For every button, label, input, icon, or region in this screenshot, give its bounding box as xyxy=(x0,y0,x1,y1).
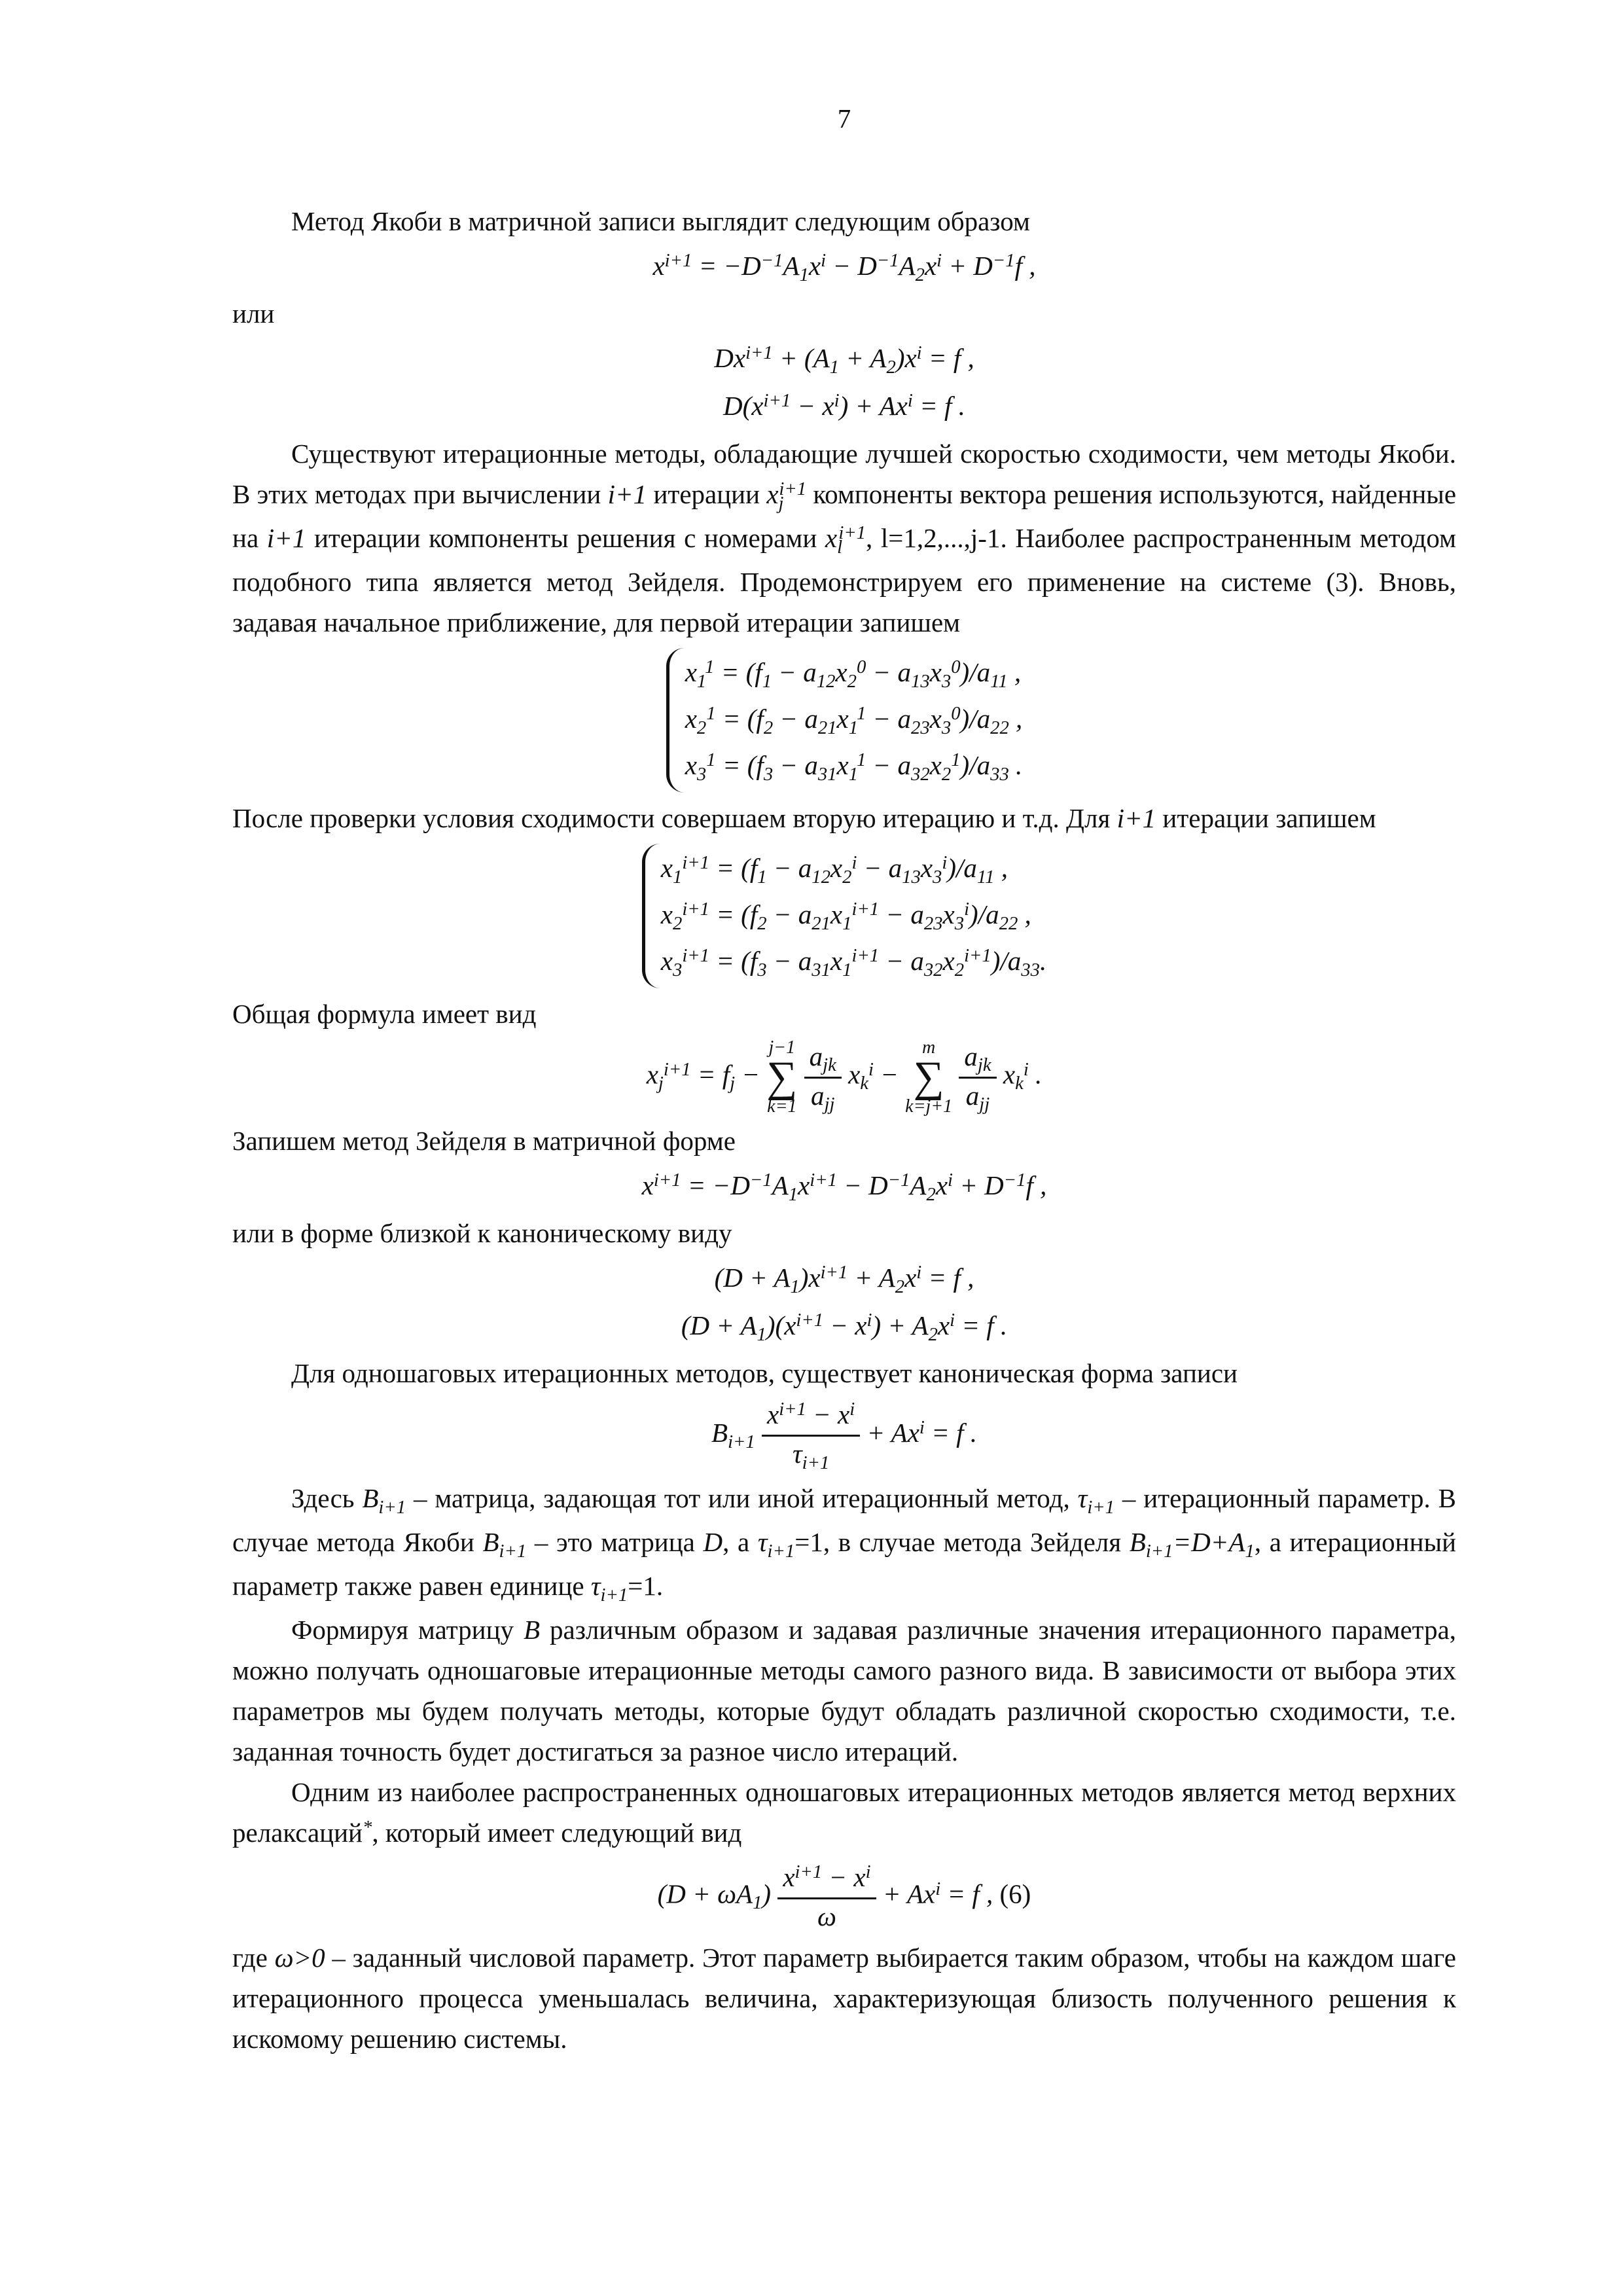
equation-number: (6) xyxy=(999,1878,1031,1909)
formula-seidel-first-iteration: $x_1^1 = (f_1 - a_{12}x_2^0 - a_{13}x_3^0)/a_{11}$ , $x_2^1 = (f_2 - a_{21}x_1^1 - a_{23}x_3^0)/a_{22}$ , $x_3^1 = (f_3 - a_{31}x_1^1 - a_{32}x_2^1)/a_{33}$ . xyxy=(666,648,1023,793)
formula-seidel-general-iteration: $x_1^{i+1} = (f_1 - a_{12}x_2^i - a_{13}x_3^i)/a_{11}$ , $x_2^{i+1} = (f_2 - a_{21}x_1^{i+1} - a_{23}x_3^i)/a_{22}$ , $x_3^{i+1} = (f_3 - a_{31}x_1^{i+1} - a_{32}x_2^{i+1})/a_{33}$. xyxy=(642,844,1046,988)
paragraph-general-formula: Общая формула имеет вид xyxy=(232,999,537,1029)
formula-jacobi-form-2: $Dx^{i+1} + (A_1 + A_2)x^i = f$ , xyxy=(714,342,974,378)
formula-jacobi-form-3: $D(x^{i+1} - x^i) + Ax^i = f$ . xyxy=(723,390,965,421)
formula-seidel-canonical-1: $(D + A_1)x^{i+1} + A_2x^i = f$ , xyxy=(714,1262,974,1297)
paragraph-seidel-matrix: Запишем метод Зейделя в матричной форме xyxy=(232,1126,736,1156)
paragraph-relaxation: Одним из наиболее распространенных одношаговых итерационных методов является метод верхних релаксаций*, который имеет следующий вид xyxy=(232,1777,1456,1848)
paragraph-second-iteration: После проверки условия сходимости совершаем вторую итерацию и т.д. Для i+1 итерации запишем xyxy=(232,803,1376,833)
paragraph-jacobi-matrix: Метод Якоби в матричной записи выглядит следующим образом xyxy=(291,206,1030,236)
formula-canonical-form: $B_{i+1}$ $\frac{x^{i+1} - x^i}{\tau_{i+1}}$ + $Ax^i = f$ . xyxy=(232,1397,1456,1474)
formula-seidel-sum: $x_j^{i+1} = f_j$ − j−1 ∑ k=1 $\frac{a_{jk}}{a_{jj}}$ $x_k^i$ − m ∑ k=j+1 $\frac{a_{jk}}{a_{jj}}$ $x_k^i$ . xyxy=(646,1037,1043,1117)
page-number: 7 xyxy=(837,103,851,134)
paragraph-canonical-near: или в форме близкой к каноническому виду xyxy=(232,1218,732,1248)
formula-seidel-canonical-2: $(D + A_1)(x^{i+1} - x^i) + A_2x^i = f$ . xyxy=(681,1310,1008,1345)
paragraph-canonical-form: Для одношаговых итерационных методов, существует каноническая форма записи xyxy=(291,1358,1238,1388)
paragraph-or-1: или xyxy=(232,298,275,329)
formula-relaxation: $(D + \omega A_1)$ $\frac{x^{i+1} - x^i}{\omega}$ + $Ax^i = f$ , (6) xyxy=(232,1860,1456,1933)
paragraph-omega: где ω>0 – заданный числовой параметр. Этот параметр выбирается таким образом, чтобы на каждом шаге итерационного процесса уменьшалась величина, характеризующая близость полученного решения к искомому решению системы. xyxy=(232,1943,1456,2054)
document-page xyxy=(232,98,1456,2059)
paragraph-notation: Здесь $B_{i+1}$ – матрица, задающая тот или иной итерационный метод, $\tau_{i+1}$ – итерационный параметр. В случае метода Якоби $B_{i+1}$ – это матрица D, а $\tau_{i+1}=1$, в случае метода Зейделя $B_{i+1}=D+A_1$, а итерационный параметр также равен единице $\tau_{i+1}=1$. xyxy=(232,1483,1457,1605)
paragraph-seidel-intro: Существуют итерационные методы, обладающие лучшей скоростью сходимости, чем методы Якоби. В этих методах при вычислении i+1 итерации $x_j^{i+1}$ компоненты вектора решения используются, найденные на i+1 итерации компоненты решения с номерами $x_l^{i+1}$, l=1,2,...,j-1. Наиболее распространенным методом подобного типа является метод Зейделя. Продемонстрируем его применение на системе (3). Вновь, задавая начальное приближение, для первой итерации запишем xyxy=(232,439,1457,637)
formula-jacobi-matrix: $x^{i+1} = -D^{-1}A_1x^i - D^{-1}A_2x^i + D^{-1}f$ , xyxy=(652,250,1036,285)
formula-seidel-matrix: $x^{i+1} = -D^{-1}A_1x^{i+1} - D^{-1}A_2x^i + D^{-1}f$ , xyxy=(641,1170,1047,1205)
paragraph-forming-matrix: Формируя матрицу B различным образом и задавая различные значения итерационного параметра, можно получать одношаговые итерационные методы самого разного вида. В зависимости от выбора этих параметров мы будем получать методы, которые будут обладать различной скоростью сходимости, т.е. заданная точность будет достигаться за разное число итераций. xyxy=(232,1615,1457,1767)
